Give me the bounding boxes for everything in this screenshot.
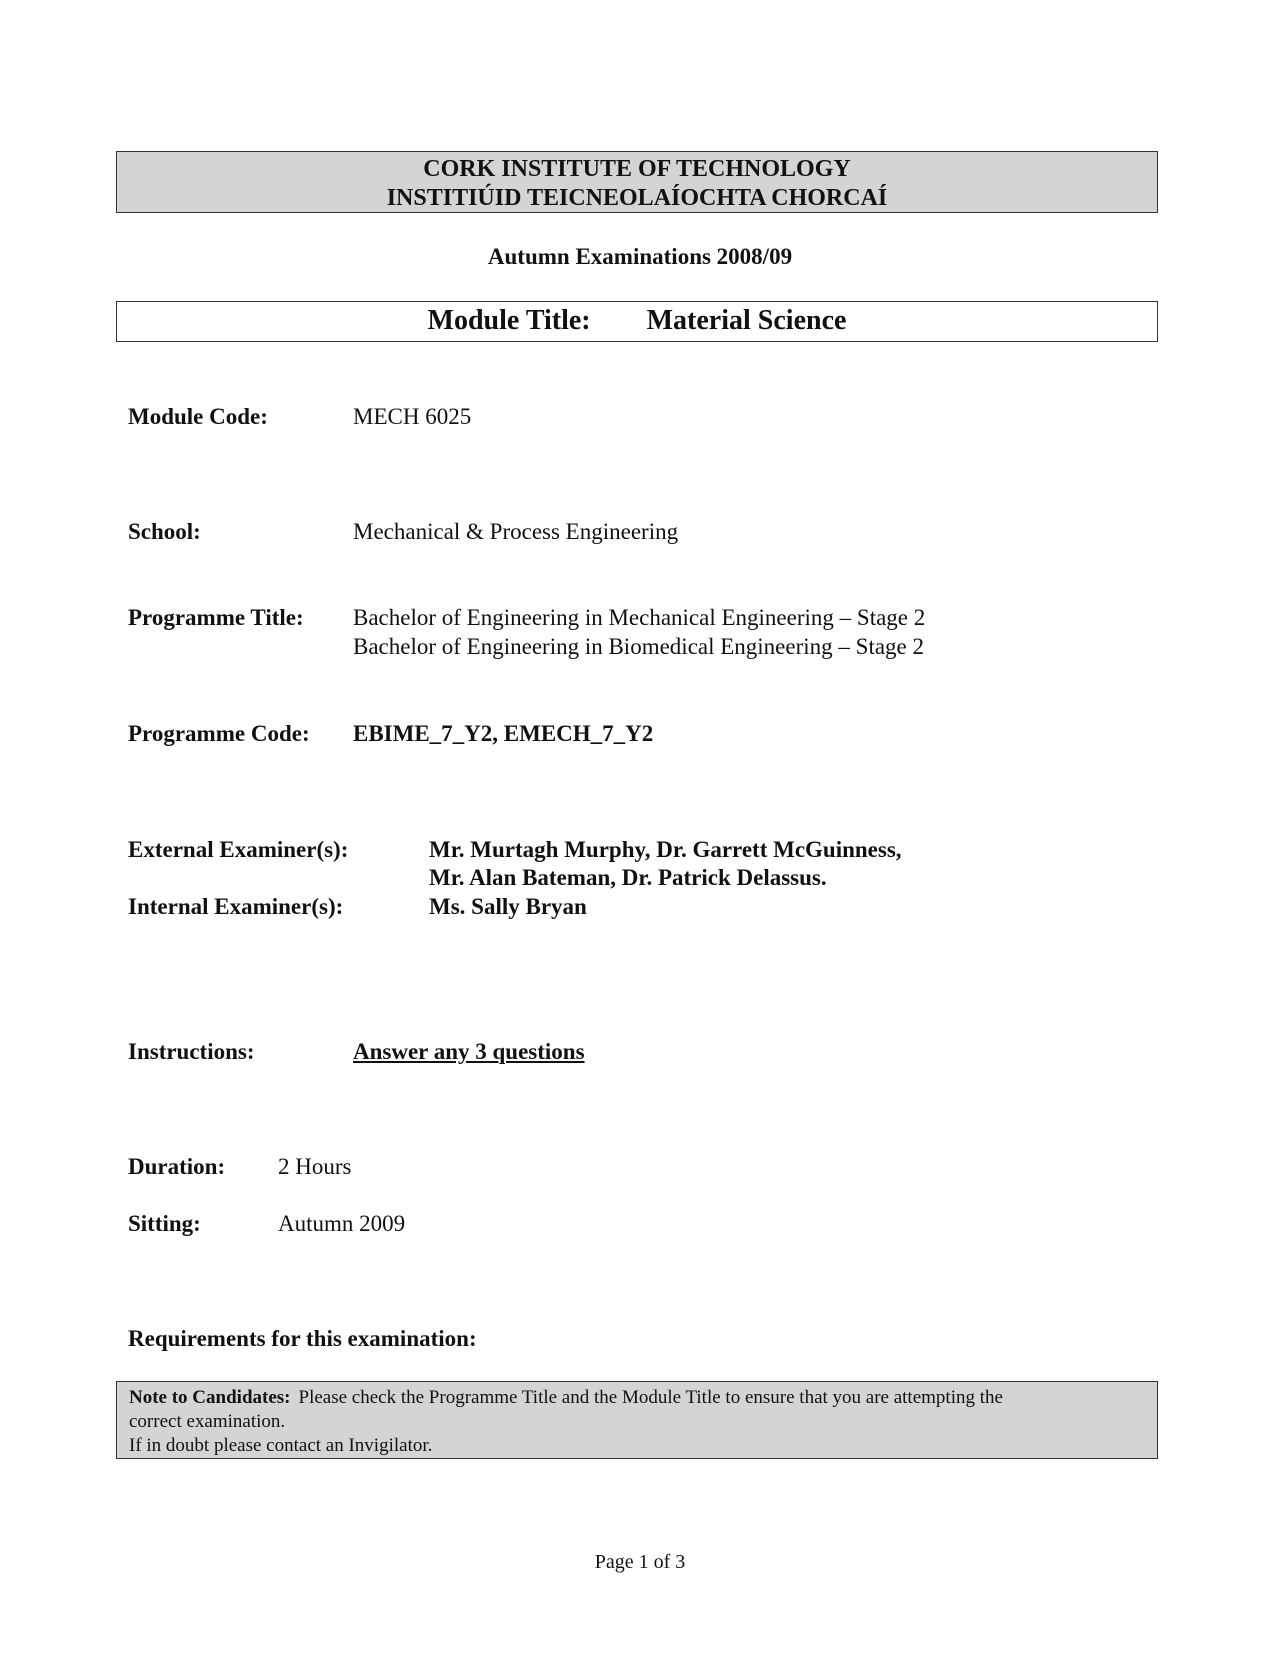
module-code-value: MECH 6025 bbox=[353, 404, 472, 429]
institution-header bbox=[116, 151, 1158, 213]
instructions-value: Answer any 3 questions bbox=[353, 1039, 585, 1064]
programme-title-label: Programme Title: bbox=[128, 605, 304, 630]
programme-code-value: EBIME_7_Y2, EMECH_7_Y2 bbox=[353, 721, 654, 746]
school-value: Mechanical & Process Engineering bbox=[353, 519, 679, 544]
institution-name-en: CORK INSTITUTE OF TECHNOLOGY bbox=[423, 156, 851, 182]
note-line-2: correct examination. bbox=[129, 1411, 286, 1432]
institution-name-ga: INSTITIÚID TEICNEOLAÍOCHTA CHORCAÍ bbox=[386, 185, 888, 211]
external-examiners-label: External Examiner(s): bbox=[128, 837, 349, 862]
module-title-box bbox=[116, 301, 1158, 342]
external-examiners-value-1: Mr. Murtagh Murphy, Dr. Garrett McGuinness, bbox=[429, 837, 902, 862]
module-title-value: Material Science bbox=[646, 305, 847, 336]
programme-title-value-2: Bachelor of Engineering in Biomedical Engineering – Stage 2 bbox=[353, 634, 925, 659]
note-to-candidates-box bbox=[116, 1381, 1158, 1459]
note-line-1 bbox=[129, 1386, 1145, 1410]
module-title-label: Module Title: bbox=[427, 305, 591, 336]
programme-code-label: Programme Code: bbox=[128, 721, 310, 746]
external-examiners-value-2: Mr. Alan Bateman, Dr. Patrick Delassus. bbox=[429, 865, 827, 890]
school-label: School: bbox=[128, 519, 201, 544]
note-line-3: If in doubt please contact an Invigilator. bbox=[129, 1435, 433, 1456]
module-code-label: Module Code: bbox=[128, 404, 268, 429]
duration-value: 2 Hours bbox=[278, 1154, 352, 1179]
exam-session-title: Autumn Examinations 2008/09 bbox=[487, 244, 793, 269]
duration-label: Duration: bbox=[128, 1154, 226, 1179]
sitting-label: Sitting: bbox=[128, 1211, 201, 1236]
note-label: Note to Candidates: bbox=[129, 1387, 291, 1408]
page-number: Page 1 of 3 bbox=[594, 1551, 686, 1573]
requirements-heading: Requirements for this examination: bbox=[128, 1326, 477, 1351]
internal-examiners-value: Ms. Sally Bryan bbox=[429, 894, 587, 919]
internal-examiners-label: Internal Examiner(s): bbox=[128, 894, 344, 919]
note-text-1: Please check the Programme Title and the Module Title to ensure that you are attempting the bbox=[298, 1387, 1003, 1408]
sitting-value: Autumn 2009 bbox=[278, 1211, 406, 1236]
instructions-label: Instructions: bbox=[128, 1039, 255, 1064]
programme-title-value-1: Bachelor of Engineering in Mechanical Engineering – Stage 2 bbox=[353, 605, 926, 630]
